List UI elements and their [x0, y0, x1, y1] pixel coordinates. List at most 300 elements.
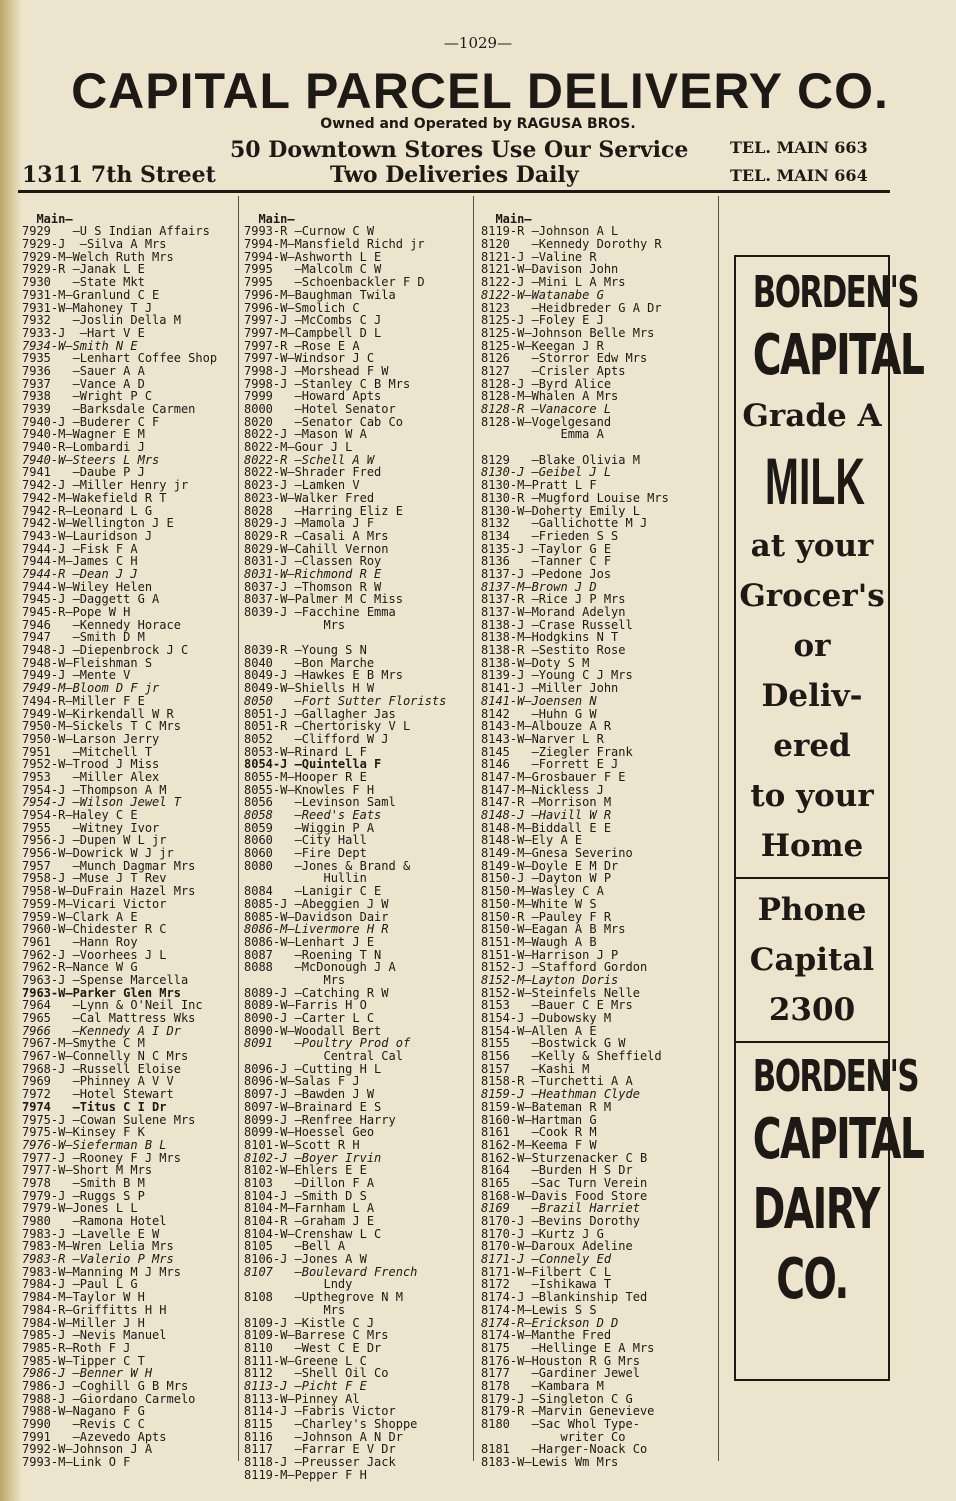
directory-entry: 8123 —Heidbreder G A Dr — [481, 300, 662, 315]
directory-column-3 — [481, 200, 716, 1469]
directory-entry: 7975-W—Kinsey F K — [22, 1125, 145, 1140]
directory-entry — [481, 441, 716, 454]
directory-entry: 8087 —Roening T N — [244, 947, 382, 962]
directory-entry: 8105 —Bell A — [244, 1239, 346, 1254]
ad-company: BORDEN'S — [752, 1051, 919, 1102]
directory-entry: 7992-W—Johnson J A — [22, 1442, 153, 1457]
directory-entry: 7968-J —Russell Eloise — [22, 1061, 181, 1076]
directory-entry: 8170-J —Kurtz J G — [481, 1226, 604, 1241]
directory-entry: 8137-W—Morand Adelyn — [481, 605, 626, 619]
directory-entry: 8150-R —Pauley F R — [481, 909, 612, 924]
directory-entry: 8134 —Frieden S S — [481, 528, 619, 543]
ad-brand: BORDEN'S — [752, 267, 919, 318]
directory-entry: 7942-W—Wellington J E — [22, 516, 174, 531]
directory-entry: 7997-J —McCombs C J — [244, 313, 382, 328]
directory-entry: 8058 —Reed's Eats — [244, 808, 382, 822]
directory-entry: 7960-W—Chidester R C — [22, 922, 167, 937]
directory-entry: 8099-W—Hoessel Geo — [244, 1125, 375, 1140]
directory-entry: 7978 —Smith B M — [22, 1175, 145, 1190]
directory-entry: 7961 —Hann Roy — [22, 934, 138, 949]
directory-entry: 8142 —Huhn G W — [481, 706, 597, 721]
telephone-1: TEL. MAIN 663 — [730, 138, 868, 157]
ad-company: CO. — [776, 1247, 848, 1312]
directory-entry: 8091 —Poultry Prod of — [244, 1036, 411, 1051]
directory-entry: 8179-R —Marvin Genevieve — [481, 1404, 655, 1419]
directory-entry: 8051-R —Chertorisky V L — [244, 719, 411, 734]
directory-entry: 7947 —Smith D M — [22, 630, 145, 645]
directory-entry: 8089-J —Catching R W — [244, 985, 389, 1000]
directory-entry: 8175 —Hellinge E A Mrs — [481, 1340, 655, 1355]
directory-entry: 8143-W—Narver L R — [481, 731, 604, 746]
directory-entry: 7931-M—Granlund C E — [22, 287, 160, 302]
directory-entry: 8174-J —Blankinship Ted — [481, 1290, 648, 1305]
directory-entry: 8049-J —Hawkes E B Mrs — [244, 668, 403, 683]
directory-entry: 8050 —Fort Sutter Florists — [244, 693, 447, 708]
directory-entry: 7931-W—Mahoney T J — [22, 300, 153, 315]
directory-entry: 8121-J —Valine R — [481, 249, 597, 264]
directory-entry: 8138-R —Sestito Rose — [481, 643, 626, 658]
directory-entry: 7985-J —Nevis Manuel — [22, 1328, 167, 1343]
directory-entry: 8161 —Cook R M — [481, 1125, 597, 1140]
directory-entry: 8109-J —Kistle C J — [244, 1315, 375, 1330]
directory-entry: 8130-M—Pratt L F — [481, 478, 597, 493]
directory-entry: 7995 —Schoenbackler F D — [244, 275, 425, 290]
directory-entry: 8104-W—Crenshaw L C — [244, 1226, 382, 1241]
directory-entry: 7988-J —Giordano Carmelo — [22, 1391, 196, 1406]
directory-entry: Mrs — [244, 972, 346, 987]
ad-text: Grocer's — [739, 578, 885, 614]
directory-entry: 8022-W—Shrader Fred — [244, 465, 382, 480]
directory-entry: 8114-J —Fabris Victor — [244, 1404, 396, 1419]
ad-grade: Grade A — [742, 398, 882, 434]
directory-entry: 8174-M—Lewis S S — [481, 1302, 597, 1317]
deliveries-line: Two Deliveries Daily — [330, 162, 579, 188]
directory-entry: 8155 —Bostwick G W — [481, 1036, 626, 1051]
ad-text: or — [793, 628, 831, 664]
ad-text: Deliv- — [761, 678, 863, 714]
directory-entry: 8054-J —Quintella F — [244, 757, 382, 772]
directory-entry: 7940-J —Buderer C F — [22, 414, 160, 429]
directory-entry: 7949-W—Kirkendall W R — [22, 706, 174, 721]
directory-entry: 7957 —Munch Dagmar Mrs — [22, 858, 196, 873]
telephone-2: TEL. MAIN 664 — [730, 166, 868, 185]
directory-entry: 8141-J —Miller John — [481, 681, 619, 696]
directory-entry: 7948-J —Diepenbrock J C — [22, 643, 189, 658]
directory-entry: Lndy — [244, 1277, 353, 1292]
directory-entry: Emma A — [481, 427, 604, 442]
directory-entry: 8177 —Gardiner Jewel — [481, 1366, 640, 1381]
directory-entry: 8139-J —Young C J Mrs — [481, 668, 633, 683]
directory-entry: 8055-M—Hooper R E — [244, 769, 367, 784]
directory-entry: 8165 —Sac Turn Verein — [481, 1175, 648, 1190]
directory-entry: 8138-J —Crase Russell — [481, 617, 633, 632]
directory-entry: 7930 —State Mkt — [22, 275, 145, 290]
directory-entry: 7945-J —Daggett G A — [22, 592, 160, 607]
directory-entry: 7948-W—Fleishman S — [22, 655, 153, 670]
directory-entry: 7942-M—Wakefield R T — [22, 490, 167, 505]
directory-entry: 7988-W—Nagano F G — [22, 1404, 145, 1419]
directory-entry: Central Cal — [244, 1049, 403, 1064]
directory-entry: Mrs — [244, 1302, 346, 1317]
directory-entry: 7984-M—Taylor W H — [22, 1290, 145, 1305]
directory-entry: 8151-M—Waugh A B — [481, 934, 597, 949]
directory-entry: 8138-W—Doty S M — [481, 655, 590, 670]
directory-entry: 8178 —Kambara M — [481, 1378, 604, 1393]
directory-entry: 8154-J —Dubowsky M — [481, 1011, 612, 1025]
directory-entry: 7962-J —Voorhees J L — [22, 947, 167, 962]
directory-entry: 8174-W—Manthe Fred — [481, 1328, 612, 1343]
directory-entry: 7984-J —Paul L G — [22, 1277, 138, 1292]
directory-entry: 7972 —Hotel Stewart — [22, 1087, 174, 1102]
directory-entry: 8052 —Clifford W J — [244, 731, 389, 746]
directory-entry: 8168-W—Davis Food Store — [481, 1188, 648, 1203]
directory-entry: 7985-R—Roth F J — [22, 1340, 131, 1355]
directory-entry: 7991 —Azevedo Apts — [22, 1429, 167, 1444]
directory-entry: 8037-J —Thomson R W — [244, 579, 382, 594]
directory-entry: 8152-J —Stafford Gordon — [481, 960, 648, 975]
directory-entry: 8049-W—Shiells H W — [244, 681, 375, 696]
ad-phone-number: 2300 — [768, 992, 856, 1028]
directory-entry: 8023-J —Lamken V — [244, 478, 360, 493]
directory-entry: 8037-W—Palmer M C Miss — [244, 592, 403, 607]
directory-entry: 8108 —Upthegrove N M — [244, 1290, 403, 1305]
directory-entry: 8162-M—Keema F W — [481, 1137, 597, 1152]
directory-entry: 8149-M—Gnesa Severino — [481, 846, 633, 861]
directory-entry: 8090-W—Woodall Bert — [244, 1023, 382, 1038]
directory-entry: 8000 —Hotel Senator — [244, 402, 396, 416]
directory-entry: 8122-J —Mini L A Mrs — [481, 275, 626, 290]
directory-entry: 8137-M—Brown J D — [481, 579, 597, 594]
directory-entry: 8126 —Storror Edw Mrs — [481, 351, 648, 366]
directory-entry: 8096-J —Cutting H L — [244, 1061, 382, 1076]
directory-entry: 7956-J —Dupen W L jr — [22, 833, 167, 848]
directory-entry: 7932 —Joslin Della M — [22, 313, 181, 328]
directory-entry: 7940-W—Steers L Mrs — [22, 452, 160, 467]
directory-entry: 8130-R —Mugford Louise Mrs — [481, 490, 669, 505]
directory-entry: 8125-J —Foley E J — [481, 313, 604, 328]
directory-entry: 7998-J —Stanley C B Mrs — [244, 376, 411, 391]
ad-product: MILK — [764, 444, 865, 518]
directory-entry: writer Co — [481, 1429, 626, 1444]
directory-entry: 7953 —Miller Alex — [22, 769, 160, 784]
directory-entry: 8179-J —Singleton C G — [481, 1391, 633, 1406]
directory-entry: 7946 —Kennedy Horace — [22, 617, 181, 632]
directory-entry: 7965 —Cal Mattress Wks — [22, 1011, 196, 1025]
directory-entry: 7977-J —Rooney F J Mrs — [22, 1150, 181, 1165]
directory-entry: 8020 —Senator Cab Co — [244, 414, 403, 429]
directory-entry: 8152-W—Steinfels Nelle — [481, 985, 640, 1000]
directory-entry: 8099-J —Renfree Harry — [244, 1112, 396, 1127]
directory-entry: 7929-M—Welch Ruth Mrs — [22, 249, 174, 264]
directory-entry: 7980 —Ramona Hotel — [22, 1214, 167, 1228]
directory-entry: 7976-W—Sieferman B L — [22, 1137, 167, 1152]
directory-entry: 7950-W—Larson Jerry — [22, 731, 160, 746]
directory-entry: 7939 —Barksdale Carmen — [22, 402, 196, 416]
directory-entry: 8174-R—Erickson D D — [481, 1315, 619, 1330]
directory-entry: 8029-J —Mamola J F — [244, 516, 375, 531]
directory-entry: 8176-W—Houston R G Mrs — [481, 1353, 640, 1368]
directory-entry: 7993-M—Link O F — [22, 1455, 131, 1470]
ad-company: DAIRY — [752, 1177, 879, 1242]
directory-entry: 8128-R —Vanacore L — [481, 402, 612, 416]
directory-entry: 8147-R —Morrison M — [481, 795, 612, 810]
directory-entry: 8169 —Brazil Harriet — [481, 1201, 640, 1216]
directory-entry: 7943-W—Lauridson J — [22, 528, 153, 543]
directory-entry: 7966 —Kennedy A I Dr — [22, 1023, 181, 1038]
directory-entry: 8102-J —Boyer Irvin — [244, 1150, 382, 1165]
directory-entry: 8156 —Kelly & Sheffield — [481, 1049, 662, 1064]
directory-entry: 7996-W—Smolich C — [244, 300, 360, 315]
directory-entry: 8119-M—Pepper F H — [244, 1467, 367, 1482]
ad-brand-sub: CAPITAL — [752, 323, 924, 388]
directory-entry: 8031-W—Richmond R E — [244, 566, 382, 581]
directory-entry: 8022-M—Gour J L — [244, 440, 353, 455]
directory-entry: 8148-M—Biddall E E — [481, 820, 612, 835]
directory-entry: 8159-W—Bateman R M — [481, 1099, 612, 1114]
directory-entry: 7983-M—Wren Lelia Mrs — [22, 1239, 174, 1254]
directory-entry: 8097-J —Bawden J W — [244, 1087, 375, 1102]
directory-entry: 7979-W—Jones L L — [22, 1201, 138, 1216]
directory-entry: 8149-W—Doyle E M Dr — [481, 858, 619, 873]
directory-entry: 7997-W—Windsor J C — [244, 351, 375, 366]
directory-entry: 7938 —Wright P C — [22, 389, 153, 404]
directory-entry: 7986-J —Coghill G B Mrs — [22, 1378, 189, 1393]
directory-entry: 8170-W—Daroux Adeline — [481, 1239, 633, 1254]
directory-entry: 7936 —Sauer A A — [22, 363, 145, 378]
directory-entry: 7984-R—Griffitts H H — [22, 1302, 167, 1317]
directory-entry: 7985-W—Tipper C T — [22, 1353, 145, 1368]
directory-entry: 7974 —Titus C I Dr — [22, 1099, 167, 1114]
directory-entry: 7949-M—Bloom D F jr — [22, 681, 160, 696]
directory-entry: 7964 —Lynn & O'Neil Inc — [22, 998, 203, 1013]
directory-entry: 8103 —Dillon F A — [244, 1175, 375, 1190]
directory-entry: 8059 —Wiggin P A — [244, 820, 375, 835]
directory-entry: 8111-W—Greene L C — [244, 1353, 367, 1368]
directory-entry: 8055-W—Knowles F H — [244, 782, 375, 797]
directory-entry: 8110 —West C E Dr — [244, 1340, 382, 1355]
directory-entry: 7935 —Lenhart Coffee Shop — [22, 351, 218, 366]
directory-entry: 7945-R—Pope W H — [22, 605, 131, 619]
directory-entry: 8115 —Charley's Shoppe — [244, 1417, 418, 1431]
directory-entry: 7937 —Vance A D — [22, 376, 145, 391]
directory-entry: 8120 —Kennedy Dorothy R — [481, 237, 662, 252]
directory-entry: 7983-W—Manning M J Mrs — [22, 1264, 181, 1279]
directory-entry: 8121-W—Davison John — [481, 262, 619, 277]
directory-entry: 7933-J —Hart V E — [22, 325, 145, 340]
directory-entry: 8138-M—Hodgkins N T — [481, 630, 619, 645]
ad-divider — [736, 877, 888, 879]
directory-entry: 8157 —Kashi M — [481, 1061, 590, 1076]
directory-entry: 8112 —Shell Oil Co — [244, 1366, 389, 1381]
directory-entry: 7967-W—Connelly N C Mrs — [22, 1049, 189, 1064]
directory-entry: 8085-J —Abeggien J W — [244, 896, 389, 911]
directory-entry: 7969 —Phinney A V V — [22, 1074, 174, 1089]
directory-entry: 8122-W—Watanabe G — [481, 287, 604, 302]
directory-entry: 8104-R —Graham J E — [244, 1214, 375, 1228]
directory-entry: 7963-W—Parker Glen Mrs — [22, 985, 181, 1000]
directory-entry: 8113-J —Picht F E — [244, 1378, 367, 1393]
directory-entry: 8053-W—Rinard L F — [244, 744, 367, 759]
directory-entry: 7959-M—Vicari Victor — [22, 896, 167, 911]
directory-entry: 7979-J —Ruggs S P — [22, 1188, 145, 1203]
directory-entry: 8148-J —Havill W R — [481, 808, 612, 822]
directory-entry: 8150-J —Dayton W P — [481, 871, 612, 886]
directory-entry: 8145 —Ziegler Frank — [481, 744, 633, 759]
directory-entry: 8022-J —Mason W A — [244, 427, 367, 442]
directory-entry: 8171-J —Connely Ed — [481, 1252, 612, 1267]
directory-entry: 8162-W—Sturzenacker C B — [481, 1150, 648, 1165]
owner-line: Owned and Operated by RAGUSA BROS. — [320, 116, 636, 132]
directory-column-1 — [22, 200, 236, 1469]
directory-entry: 8137-R —Rice J P Mrs — [481, 592, 626, 607]
header-rule — [18, 190, 890, 193]
directory-entry: 8150-M—Wasley C A — [481, 884, 604, 899]
directory-entry: 8125-W—Johnson Belle Mrs — [481, 325, 655, 340]
directory-entry: 8171-W—Filbert C L — [481, 1264, 612, 1279]
directory-entry: 7997-R —Rose E A — [244, 338, 360, 353]
directory-entry: 8146 —Forrett E J — [481, 757, 619, 772]
ad-text: at your — [750, 528, 874, 564]
directory-entry: 7940-M—Wagner E M — [22, 427, 145, 442]
directory-entry: 7950-M—Sickels T C Mrs — [22, 719, 181, 734]
ad-phone-label: Phone — [757, 892, 867, 928]
directory-entry: 8153 —Bauer C E Mrs — [481, 998, 633, 1013]
column-divider — [238, 196, 239, 1461]
directory-entry: 8151-W—Harrison J P — [481, 947, 619, 962]
directory-entry: 8088 —McDonough J A — [244, 960, 396, 975]
directory-entry: 8106-J —Jones A W — [244, 1252, 367, 1267]
directory-entry: 8029-R —Casali A Mrs — [244, 528, 389, 543]
book-spine-shadow — [0, 0, 22, 1501]
directory-entry: 8143-M—Albouze A R — [481, 719, 612, 734]
directory-entry: 8148-W—Ely A E — [481, 833, 583, 848]
directory-entry: 8097-W—Brainard E S — [244, 1099, 382, 1114]
directory-entry: 8104-M—Farnham L A — [244, 1201, 375, 1216]
directory-entry: 7998-J —Morshead F W — [244, 363, 389, 378]
directory-entry: 8102-W—Ehlers E E — [244, 1163, 367, 1178]
directory-entry: 8128-J —Byrd Alice — [481, 376, 612, 391]
directory-entry: 8127 —Crisler Apts — [481, 363, 626, 378]
directory-entry: 8130-J —Geibel J L — [481, 465, 612, 480]
directory-entry: 7929-R —Janak L E — [22, 262, 145, 277]
directory-entry: 8060 —Fire Dept — [244, 846, 367, 861]
directory-entry: 7958-J —Muse J T Rev — [22, 871, 167, 886]
bordens-milk-advertisement — [734, 255, 924, 1381]
directory-entry: 7990 —Revis C C — [22, 1417, 145, 1431]
column-heading: Main— — [36, 211, 73, 226]
directory-entry: 8147-M—Nickless J — [481, 782, 604, 797]
directory-entry: Hullin — [244, 871, 367, 886]
directory-entry: 8147-M—Grosbauer F E — [481, 769, 626, 784]
directory-entry: 7954-R—Haley C E — [22, 808, 138, 822]
directory-entry: 7959-W—Clark A E — [22, 909, 138, 924]
directory-entry: 7993-R —Curnow C W — [244, 224, 375, 239]
directory-entry: 8084 —Lanigir C E — [244, 884, 382, 899]
ad-company: CAPITAL — [752, 1107, 924, 1172]
directory-entry: 8183-W—Lewis Wm Mrs — [481, 1455, 619, 1470]
directory-entry: 8129 —Blake Olivia M — [481, 452, 640, 467]
column-heading: Main— — [258, 211, 295, 226]
directory-entry: 7975-J —Cowan Sulene Mrs — [22, 1112, 196, 1127]
directory-entry: 8130-W—Doherty Emily L — [481, 503, 640, 518]
directory-entry: 8119-R —Johnson A L — [481, 224, 619, 239]
directory-entry: 8152-M—Layton Doris — [481, 972, 619, 987]
column-divider — [718, 196, 719, 1461]
directory-entry: 8086-W—Lenhart J E — [244, 934, 375, 949]
directory-entry: 7999 —Howard Apts — [244, 389, 382, 404]
directory-entry: 8135-J —Taylor G E — [481, 541, 612, 556]
directory-entry: 8023-W—Walker Fred — [244, 490, 375, 505]
directory-entry: 7977-W—Short M Mrs — [22, 1163, 153, 1178]
directory-column-2 — [244, 200, 472, 1481]
directory-entry: 8170-J —Bevins Dorothy — [481, 1214, 640, 1228]
directory-entry: 8089-W—Farris H O — [244, 998, 367, 1013]
directory-entry: 7942-R—Leonard L G — [22, 503, 153, 518]
directory-entry: 7996-M—Baughman Twila — [244, 287, 396, 302]
directory-entry: 8136 —Tanner C F — [481, 554, 612, 569]
directory-entry: 7942-J —Miller Henry jr — [22, 478, 189, 493]
directory-entry: 7994-M—Mansfield Richd jr — [244, 237, 425, 252]
column-heading: Main— — [495, 211, 532, 226]
directory-entry: 7934-W—Smith N E — [22, 338, 138, 353]
directory-entry: 8181 —Harger-Noack Co — [481, 1442, 648, 1457]
directory-entry: 8090-J —Carter L C — [244, 1011, 375, 1025]
directory-entry: 8128-W—Vogelgesand — [481, 414, 612, 429]
directory-entry: 7949-J —Mente V — [22, 668, 131, 683]
directory-entry: 8080 —Jones & Brand & — [244, 858, 411, 873]
ad-divider — [736, 1041, 888, 1043]
directory-entry: 8101-W—Scott R H — [244, 1137, 360, 1152]
directory-entry: 7983-J —Lavelle E W — [22, 1226, 160, 1241]
directory-entry: 8113-W—Pinney Al — [244, 1391, 360, 1406]
directory-entry: 8159-J —Heathman Clyde — [481, 1087, 640, 1102]
directory-entry: 8180 —Sac Whol Type- — [481, 1417, 640, 1431]
directory-entry: 7941 —Daube P J — [22, 465, 145, 480]
ad-text: to your — [750, 778, 874, 814]
directory-entry: 7944-W—Wiley Helen — [22, 579, 153, 594]
directory-entry: 8051-J —Gallagher Jas — [244, 706, 396, 721]
directory-entry: 8029-W—Cahill Vernon — [244, 541, 389, 556]
directory-entry: 7995 —Malcolm C W — [244, 262, 382, 277]
directory-entry: 8160-W—Hartman G — [481, 1112, 597, 1127]
directory-entry: 7983-R —Valerio P Mrs — [22, 1252, 174, 1267]
directory-entry: 8172 —Ishikawa T — [481, 1277, 612, 1292]
directory-entry: 8125-W—Keegan J R — [481, 338, 604, 353]
directory-entry: 7963-J —Spense Marcella — [22, 972, 189, 987]
directory-entry: 7986-J —Benner W H — [22, 1366, 153, 1381]
directory-entry: 8150-M—White W S — [481, 896, 597, 911]
directory-entry: 8118-J —Preusser Jack — [244, 1455, 396, 1470]
directory-entry: 8132 —Gallichotte M J — [481, 516, 648, 531]
directory-entry: 8154-W—Allen A E — [481, 1023, 597, 1038]
directory-entry: 8141-W—Joensen N — [481, 693, 597, 708]
directory-entry: 7940-R—Lombardi J — [22, 440, 145, 455]
directory-entry: 8128-M—Whalen A Mrs — [481, 389, 619, 404]
directory-entry: 7944-M—James C H — [22, 554, 138, 569]
slogan: 50 Downtown Stores Use Our Service — [230, 137, 689, 163]
directory-entry: 7951 —Mitchell T — [22, 744, 153, 759]
directory-entry: 7954-J —Thompson A M — [22, 782, 167, 797]
directory-entry: 8137-J —Pedone Jos — [481, 566, 612, 581]
directory-entry: 8107 —Boulevard French — [244, 1264, 418, 1279]
directory-entry: 8150-W—Eagan A B Mrs — [481, 922, 626, 937]
directory-entry: 8039-R —Young S N — [244, 643, 367, 658]
directory-entry: 8086-M—Livermore H R — [244, 922, 389, 937]
directory-entry: Mrs — [244, 617, 346, 632]
directory-entry: 8104-J —Smith D S — [244, 1188, 367, 1203]
ad-phone-exchange: Capital — [749, 942, 875, 978]
directory-entry: 7994-W—Ashworth L E — [244, 249, 382, 264]
